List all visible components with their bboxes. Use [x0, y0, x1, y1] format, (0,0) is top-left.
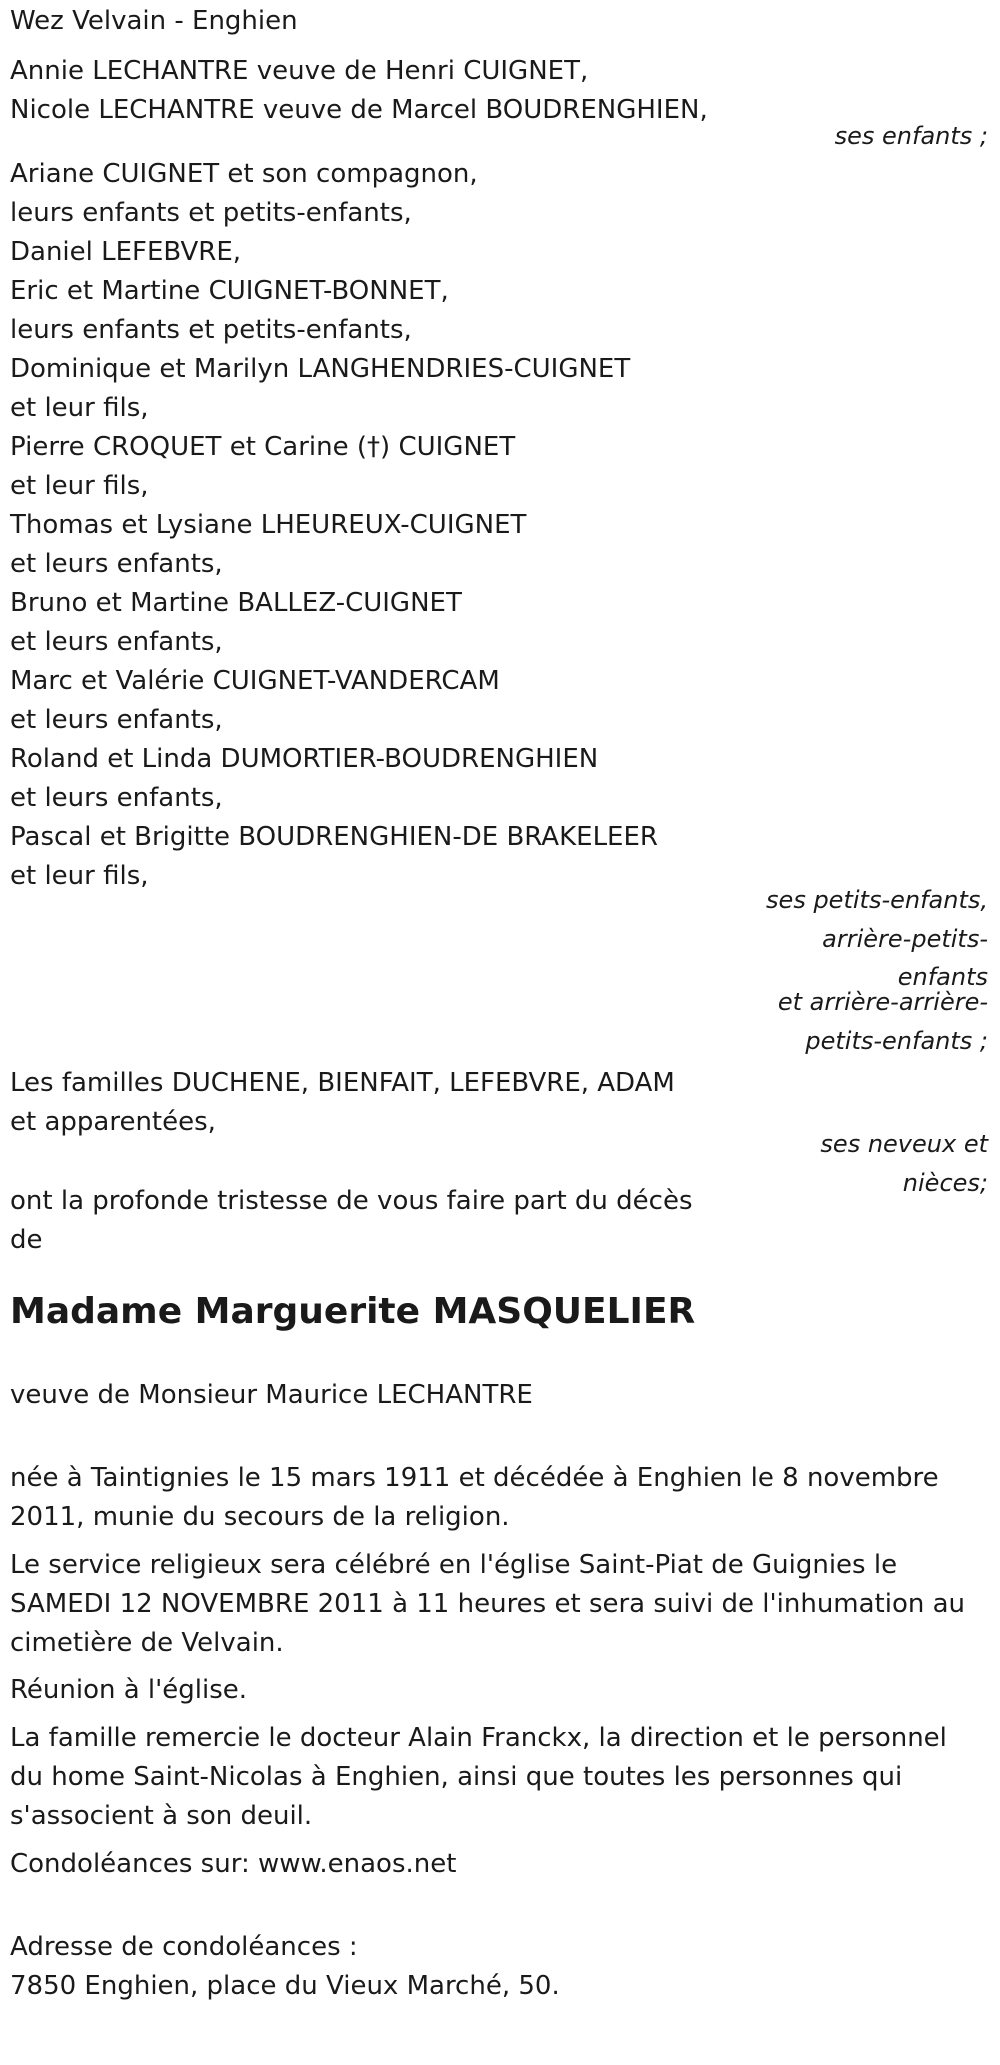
families-line-1: Les familles DUCHENE, BIENFAIT, LEFEBVRE, ADAM [10, 1068, 675, 1098]
grandchildren-line-3: Daniel LEFEBVRE, [10, 237, 242, 267]
deceased-name: Madame Marguerite MASQUELIER [10, 1291, 696, 1332]
grandchildren-line-17: et leurs enfants, [10, 783, 223, 813]
children-line-1: Annie LECHANTRE veuve de Henri CUIGNET, [10, 56, 589, 86]
grandchildren-line-9: et leur fils, [10, 471, 149, 501]
grandchildren-label-1: ses petits-enfants, [766, 886, 988, 914]
grandchildren-line-1: Ariane CUIGNET et son compagnon, [10, 159, 478, 189]
service-line-1: Le service religieux sera célébré en l'église Saint-Piat de Guignies le [10, 1550, 898, 1580]
grandchildren-line-14: Marc et Valérie CUIGNET-VANDERCAM [10, 666, 500, 696]
grandchildren-line-13: et leurs enfants, [10, 627, 223, 657]
grandchildren-label-4: et arrière-arrière- [777, 988, 988, 1016]
grandchildren-label-5: petits-enfants ; [805, 1027, 988, 1055]
grandchildren-line-4: Eric et Martine CUIGNET-BONNET, [10, 276, 449, 306]
widow-of: veuve de Monsieur Maurice LECHANTRE [10, 1380, 533, 1410]
grandchildren-line-16: Roland et Linda DUMORTIER-BOUDRENGHIEN [10, 744, 599, 774]
birth-death-line-2: 2011, munie du secours de la religion. [10, 1502, 510, 1532]
grandchildren-line-10: Thomas et Lysiane LHEUREUX-CUIGNET [10, 510, 527, 540]
families-label-2: nièces; [902, 1169, 988, 1197]
grandchildren-label-2: arrière-petits- [822, 925, 988, 953]
thanks-line-1: La famille remercie le docteur Alain Franckx, la direction et le personnel [10, 1723, 947, 1753]
grandchildren-line-18: Pascal et Brigitte BOUDRENGHIEN-DE BRAKELEER [10, 822, 658, 852]
grandchildren-line-19: et leur fils, [10, 861, 149, 891]
children-label: ses enfants ; [834, 122, 988, 150]
grandchildren-label-3: enfants [897, 963, 988, 991]
families-label-1: ses neveux et [820, 1130, 988, 1158]
grandchildren-line-11: et leurs enfants, [10, 549, 223, 579]
grandchildren-line-8: Pierre CROQUET et Carine (†) CUIGNET [10, 432, 516, 462]
birth-death-line-1: née à Taintignies le 15 mars 1911 et décédée à Enghien le 8 novembre [10, 1463, 939, 1493]
address-label: Adresse de condoléances : [10, 1932, 358, 1962]
service-line-3: cimetière de Velvain. [10, 1628, 284, 1658]
announcement-line-2: de [10, 1225, 43, 1255]
grandchildren-line-6: Dominique et Marilyn LANGHENDRIES-CUIGNET [10, 354, 631, 384]
children-line-2: Nicole LECHANTRE veuve de Marcel BOUDRENGHIEN, [10, 95, 708, 125]
families-line-2: et apparentées, [10, 1107, 216, 1137]
thanks-line-3: s'associent à son deuil. [10, 1801, 313, 1831]
grandchildren-line-15: et leurs enfants, [10, 705, 223, 735]
service-line-2: SAMEDI 12 NOVEMBRE 2011 à 11 heures et sera suivi de l'inhumation au [10, 1589, 966, 1619]
reunion: Réunion à l'église. [10, 1675, 248, 1705]
grandchildren-line-5: leurs enfants et petits-enfants, [10, 315, 412, 345]
address: 7850 Enghien, place du Vieux Marché, 50. [10, 1971, 560, 2001]
header-location: Wez Velvain - Enghien [10, 6, 298, 36]
grandchildren-line-12: Bruno et Martine BALLEZ-CUIGNET [10, 588, 462, 618]
thanks-line-2: du home Saint-Nicolas à Enghien, ainsi que toutes les personnes qui [10, 1762, 903, 1792]
announcement-line-1: ont la profonde tristesse de vous faire part du décès [10, 1186, 693, 1216]
grandchildren-line-7: et leur fils, [10, 393, 149, 423]
condolences-web: Condoléances sur: www.enaos.net [10, 1849, 457, 1879]
grandchildren-line-2: leurs enfants et petits-enfants, [10, 198, 412, 228]
